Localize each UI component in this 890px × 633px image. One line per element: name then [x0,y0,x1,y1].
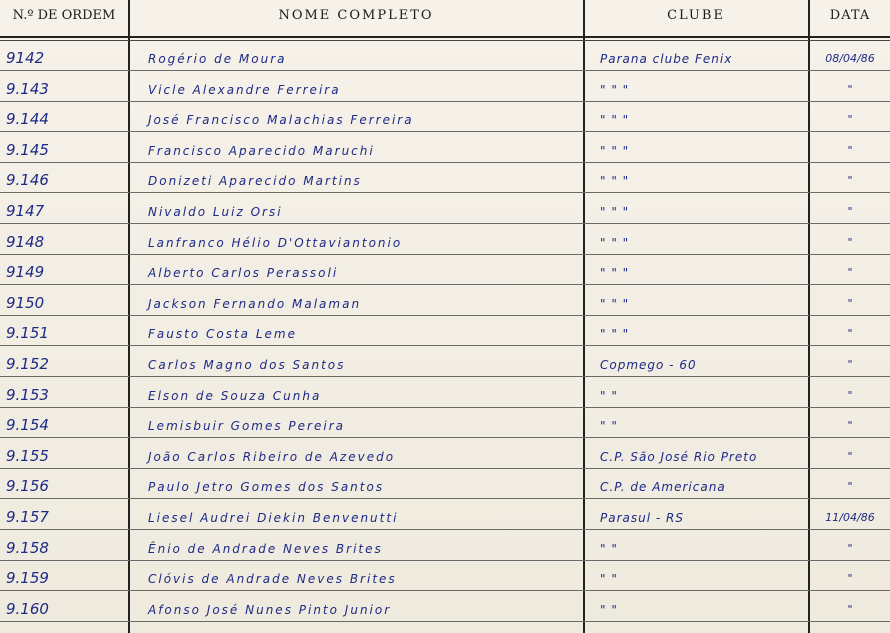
header-rule [0,36,890,38]
row-full-name: Rogério de Moura [148,52,287,66]
row-full-name: Lanfranco Hélio D'Ottaviantonio [148,236,403,250]
row-date: " [847,419,853,432]
row-rule [0,162,890,163]
row-club: C.P. São José Rio Preto [600,450,758,464]
row-full-name: Afonso José Nunes Pinto Junior [148,603,392,617]
row-full-name: Donizeti Aparecido Martins [148,174,362,188]
row-date: " [847,327,853,340]
row-club: " " " [600,297,630,311]
row-club: " " " [600,144,630,158]
row-full-name: Vicle Alexandre Ferreira [148,83,341,97]
row-club: " " " [600,113,630,127]
row-full-name: José Francisco Malachias Ferreira [148,113,414,127]
row-club: Copmego - 60 [600,358,697,372]
column-divider [808,0,810,633]
row-rule [0,192,890,193]
row-rule [0,437,890,438]
row-rule [0,590,890,591]
header-order-number: N.º DE ORDEM [12,8,116,23]
row-date: " [847,113,853,126]
row-full-name: Nivaldo Luiz Orsi [148,205,283,219]
row-full-name: Alberto Carlos Perassoli [148,266,339,280]
row-date: " [847,266,853,279]
row-rule [0,70,890,71]
row-full-name: Clóvis de Andrade Neves Brites [148,572,397,586]
row-rule [0,284,890,285]
row-rule [0,223,890,224]
row-date: " [847,83,853,96]
row-full-name: Carlos Magno dos Santos [148,358,346,372]
header-club: CLUBE [667,8,725,23]
row-order-number: 9147 [6,202,45,220]
row-date: " [847,389,853,402]
row-club: Parana clube Fenix [600,52,733,66]
row-date: " [847,480,853,493]
column-divider [583,0,585,633]
row-order-number: 9.158 [6,539,49,557]
row-club: " " " [600,266,630,280]
row-date: " [847,236,853,249]
row-full-name: Paulo Jetro Gomes dos Santos [148,480,385,494]
row-club: " " [600,542,618,556]
row-club: " " " [600,83,630,97]
row-order-number: 9.155 [6,447,49,465]
row-date: " [847,358,853,371]
row-club: " " [600,603,618,617]
row-date: " [847,174,853,187]
row-order-number: 9.152 [6,355,49,373]
column-divider [128,0,130,633]
row-order-number: 9150 [6,294,45,312]
row-club: " " " [600,327,630,341]
row-rule [0,407,890,408]
row-club: " " " [600,236,630,250]
row-club: " " [600,572,618,586]
row-date: " [847,603,853,616]
row-rule [0,315,890,316]
row-club: " " " [600,174,630,188]
row-order-number: 9.145 [6,141,49,159]
row-order-number: 9.146 [6,171,49,189]
row-club: Parasul - RS [600,511,684,525]
row-club: C.P. de Americana [600,480,726,494]
header-full-name: NOME COMPLETO [278,8,434,23]
row-club: " " [600,389,618,403]
row-date: " [847,144,853,157]
row-full-name: João Carlos Ribeiro de Azevedo [148,450,396,464]
row-club: " " " [600,205,630,219]
row-order-number: 9148 [6,233,45,251]
row-date: " [847,450,853,463]
row-order-number: 9.159 [6,569,49,587]
row-date: " [847,297,853,310]
row-rule [0,376,890,377]
row-date: 08/04/86 [825,52,875,65]
row-full-name: Lemisbuir Gomes Pereira [148,419,345,433]
row-rule [0,101,890,102]
row-full-name: Liesel Audrei Diekin Benvenutti [148,511,399,525]
row-rule [0,468,890,469]
row-club: " " [600,419,618,433]
row-rule [0,345,890,346]
row-rule [0,131,890,132]
row-order-number: 9149 [6,263,45,281]
row-order-number: 9.154 [6,416,49,434]
row-full-name: Fausto Costa Leme [148,327,297,341]
row-full-name: Francisco Aparecido Maruchi [148,144,375,158]
header-rule [0,40,890,41]
row-order-number: 9.160 [6,600,49,618]
row-rule [0,529,890,530]
row-rule [0,621,890,622]
row-order-number: 9142 [6,49,45,67]
row-full-name: Jackson Fernando Malaman [148,297,362,311]
row-order-number: 9.157 [6,508,49,526]
row-date: 11/04/86 [825,511,875,524]
row-date: " [847,542,853,555]
row-rule [0,498,890,499]
row-order-number: 9.156 [6,477,49,495]
row-full-name: Ênio de Andrade Neves Brites [148,542,383,556]
row-order-number: 9.143 [6,80,49,98]
row-full-name: Elson de Souza Cunha [148,389,322,403]
row-order-number: 9.144 [6,110,49,128]
row-date: " [847,205,853,218]
row-order-number: 9.151 [6,324,49,342]
header-date: DATA [829,8,871,23]
row-rule [0,560,890,561]
row-order-number: 9.153 [6,386,49,404]
row-date: " [847,572,853,585]
row-rule [0,254,890,255]
